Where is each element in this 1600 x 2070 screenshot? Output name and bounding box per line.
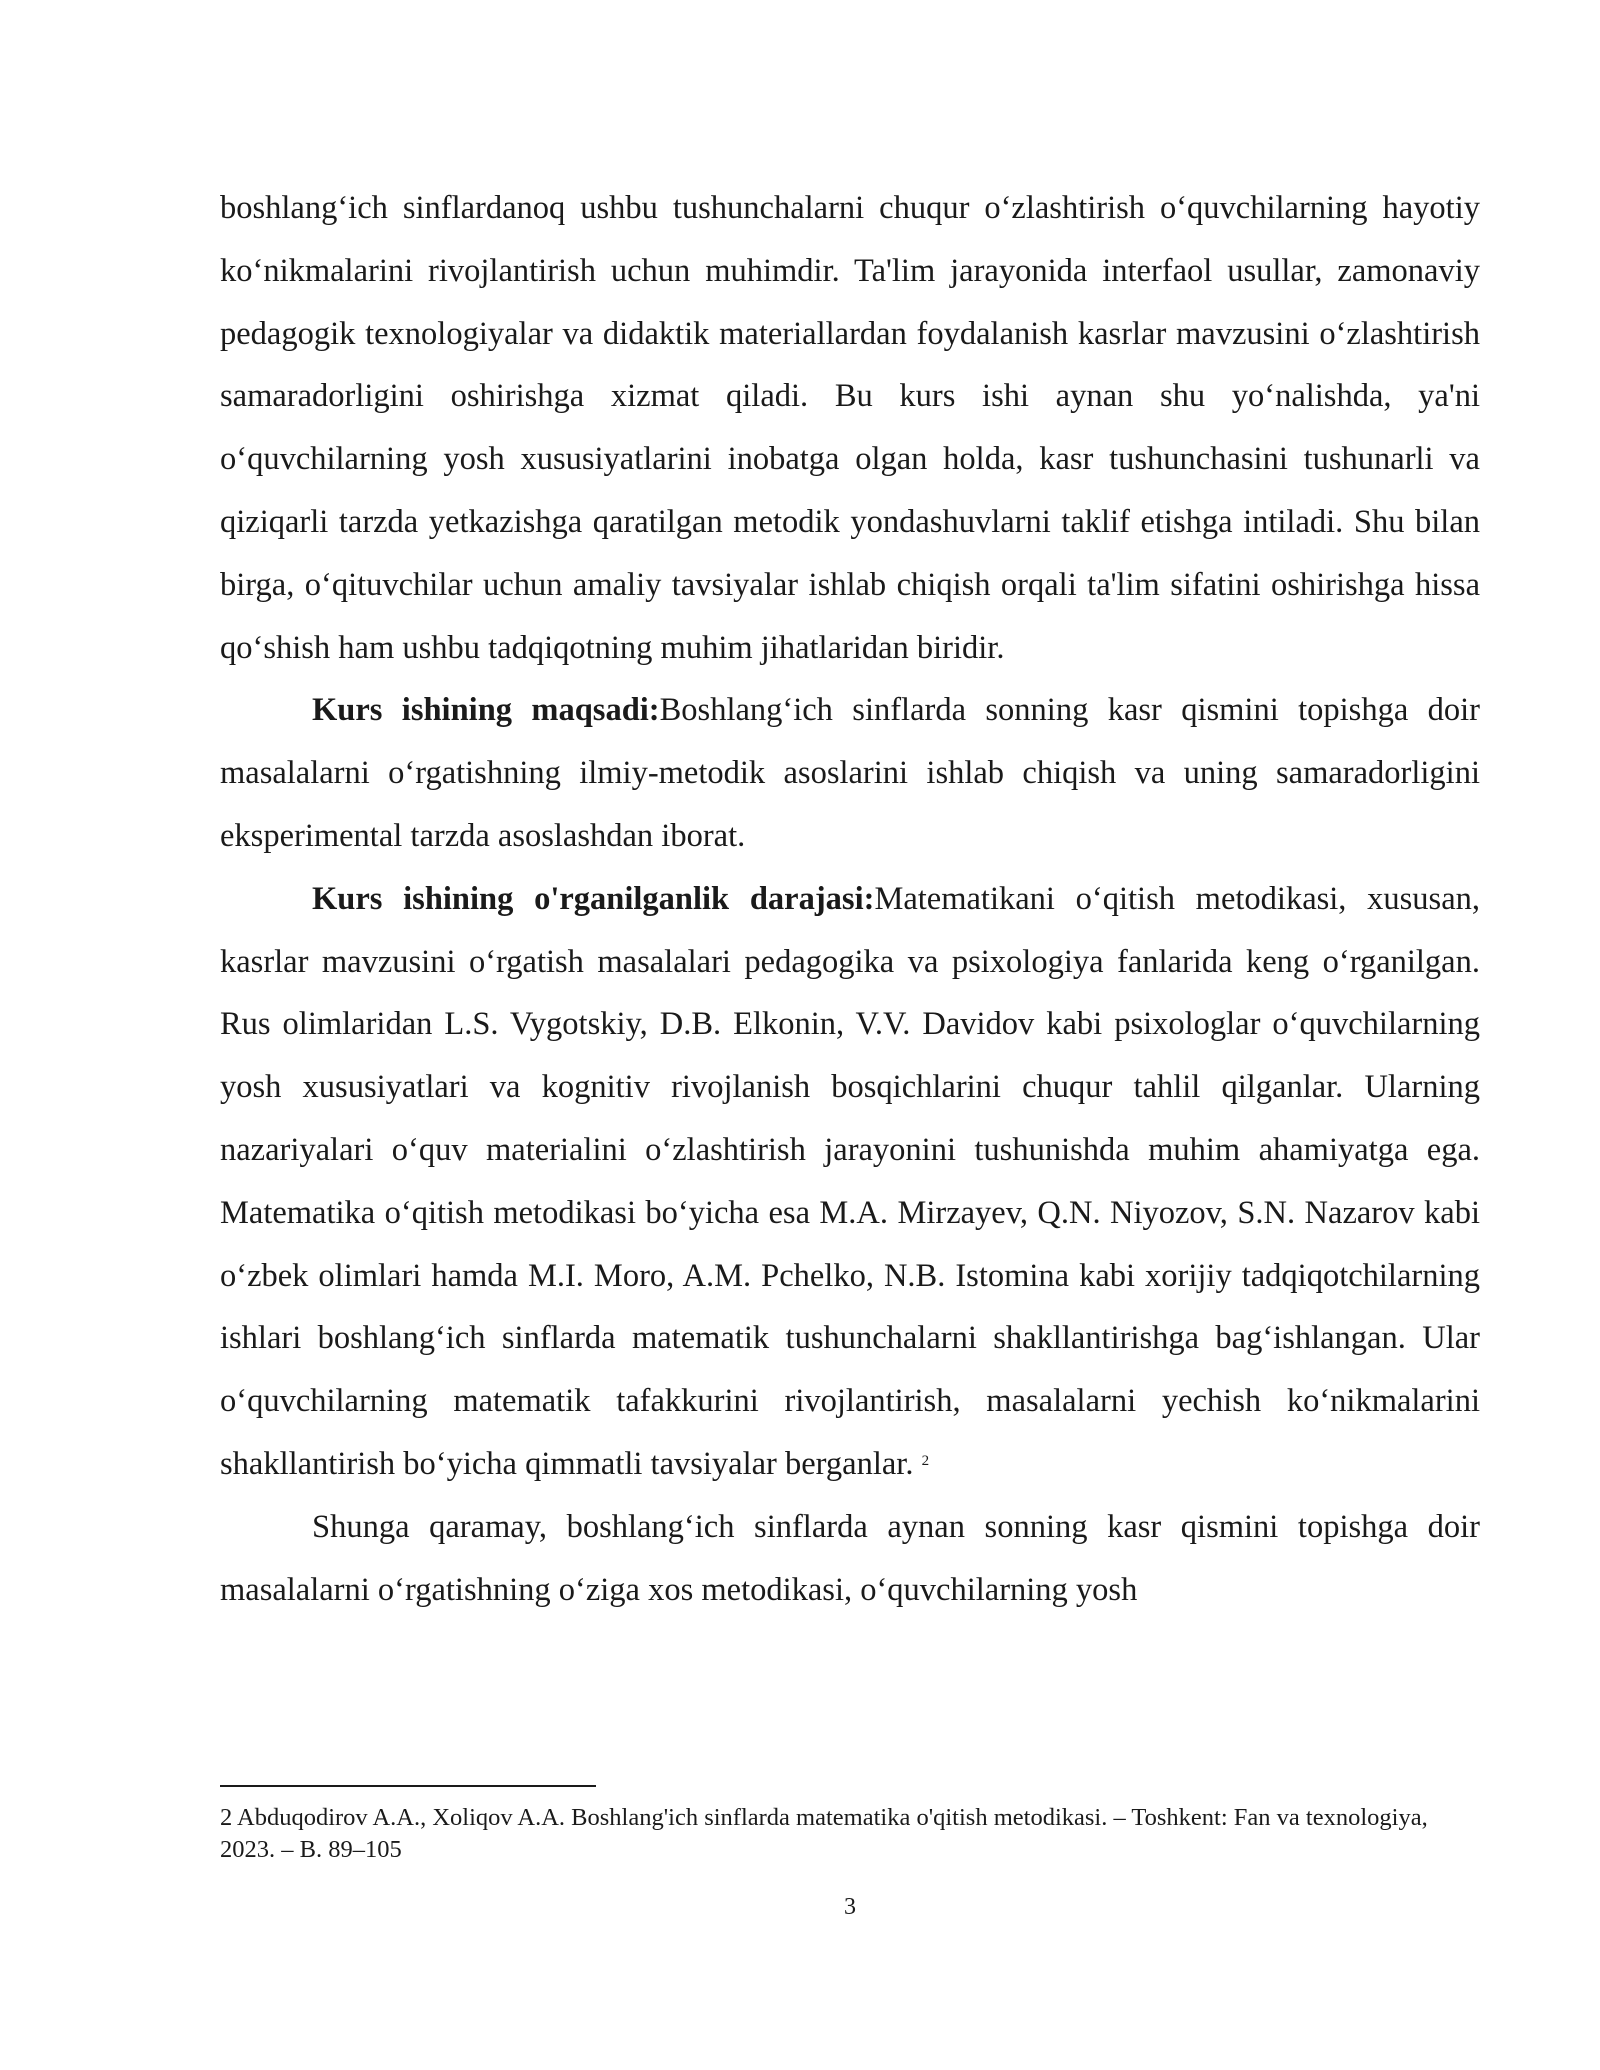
study-degree-text: Matematikani o‘qitish metodikasi, xususan, kasrlar mavzusini o‘rgatish masalalari pedagogika va psixologiya fanlarida keng o‘rganilgan. Rus olimlaridan L.S. Vygotskiy, D.B. Elkonin, V.V. Davidov kabi psixologlar o‘quvchilarning yosh xususiyatlari va kognitiv rivojlanish bosqichlarini chuqur tahlil qilganlar. Ularning nazariyalari o‘quv materialini o‘zlashtirish jarayonini tushunishda muhim ahamiyatga ega. Matematika o‘qitish metodikasi bo‘yicha esa M.A. Mirzayev, Q.N. Niyozov, S.N. Nazarov kabi o‘zbek olimlari hamda M.I. Moro, A.M. Pchelko, N.B. Istomina kabi xorijiy tadqiqotchilarning ishlari boshlang‘ich sinflarda matematik tushunchalarni shakllantirishga bag‘ishlangan. Ular o‘quvchilarning matematik tafakkurini rivojlantirish, masalalarni yechish ko‘nikmalarini shakllantirish bo‘yicha qimmatli tavsiyalar berganlar. — [220, 880, 1480, 1482]
study-degree-heading: Kurs ishining o'rganilganlik darajasi: — [312, 880, 875, 917]
paragraph-intro-continuation: boshlang‘ich sinflardanoq ushbu tushunchalarni chuqur o‘zlashtirish o‘quvchilarning hayotiy ko‘nikmalarini rivojlantirish uchun muhimdir. Ta'lim jarayonida interfaol usullar, zamonaviy pedagogik texnologiyalar va didaktik materiallardan foydalanish kasrlar mavzusini o‘zlashtirish samaradorligini oshirishga xizmat qiladi. Bu kurs ishi aynan shu yo‘nalishda, ya'ni o‘quvchilarning yosh xususiyatlarini inobatga olgan holda, kasr tushunchasini tushunarli va qiziqarli tarzda yetkazishga qaratilgan metodik yondashuvlarni taklif etishga intiladi. Shu bilan birga, o‘qituvchilar uchun amaliy tavsiyalar ishlab chiqish orqali ta'lim sifatini oshirishga hissa qo‘shish ham ushbu tadqiqotning muhim jihatlaridan biridir. — [220, 190, 1480, 666]
goal-heading: Kurs ishining maqsadi: — [312, 692, 660, 729]
footnote-separator — [220, 1785, 596, 1787]
footnote: 2 Abduqodirov A.A., Xoliqov A.A. Boshlang'ich sinflarda matematika o'qitish metodikasi. – Toshkent: Fan va texnologiya, 2023. – B. 89–105 — [220, 1804, 1428, 1863]
footnote-reference: 2 — [921, 1452, 930, 1469]
goal-text: Boshlang‘ich sinflarda sonning kasr qismini topishga doir masalalarni o‘rgatishning ilmiy-metodik asoslarini ishlab chiqish va uning samaradorligini eksperimental tarzda asoslashdan iborat. — [220, 692, 1480, 854]
body-text — [220, 177, 1480, 1621]
paragraph-study-degree — [220, 868, 1480, 1496]
page-number: 3 — [844, 1894, 856, 1920]
paragraph-nevertheless: Shunga qaramay, boshlang‘ich sinflarda aynan sonning kasr qismini topishga doir masalalarni o‘rgatishning o‘ziga xos metodikasi, o‘quvchilarning yosh — [220, 1508, 1480, 1608]
paragraph-goal — [220, 679, 1480, 867]
